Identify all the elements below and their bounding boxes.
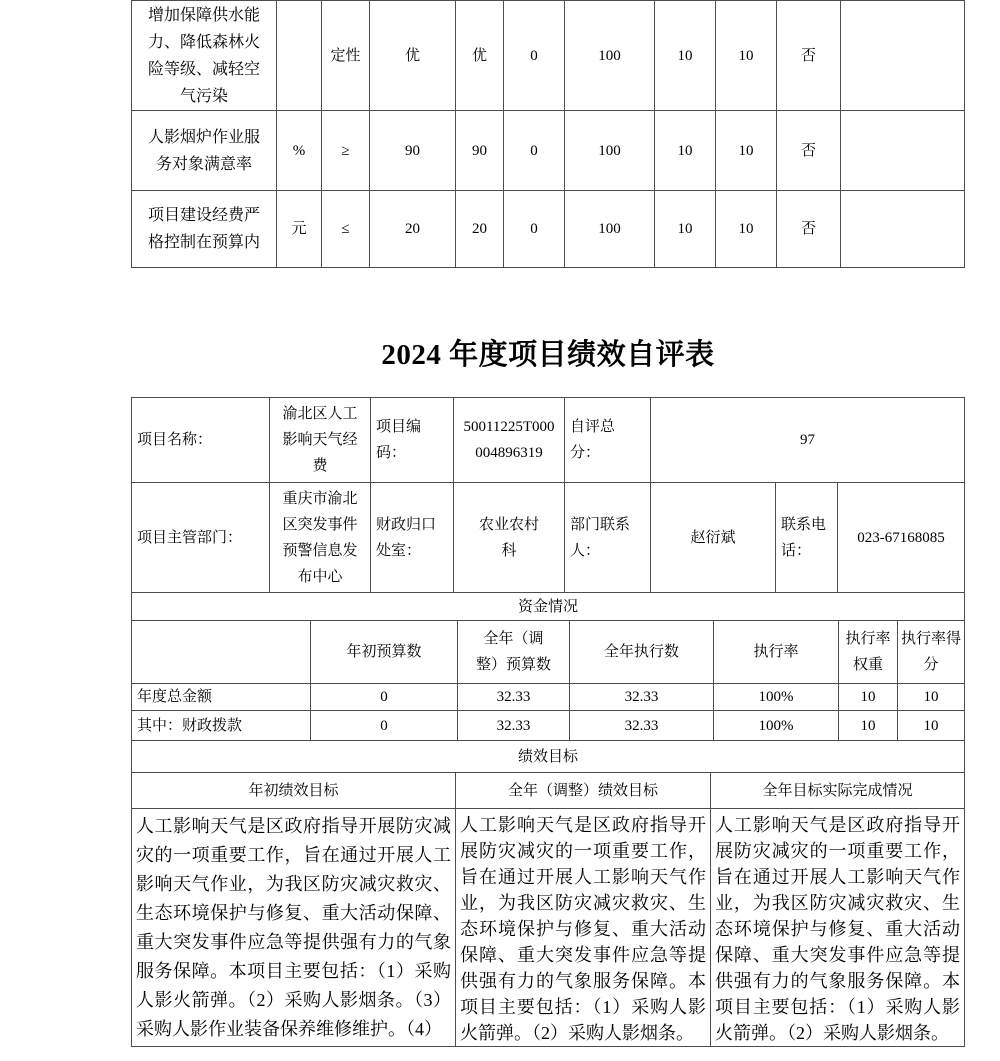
funds-total-row (132, 684, 965, 711)
funds-header-cell: 全年执行数 (570, 621, 714, 684)
self-evaluation-table (131, 397, 965, 1047)
indicator-operator-cell: ≥ (322, 111, 370, 191)
indicator-name-cell (132, 111, 277, 191)
indicator-remark-cell (841, 191, 965, 268)
funds-row-label: 年度总金额 (132, 684, 311, 711)
project-info-row (132, 398, 965, 483)
indicator-unit-cell: % (277, 111, 322, 191)
indicator-name-text: 项目建设经费严格控制在预算内 (148, 207, 261, 251)
funds-value-cell: 10 (898, 684, 965, 711)
indicator-unit-cell: 元 (277, 191, 322, 268)
indicator-deviation-cell: 0 (504, 1, 565, 111)
goal-text-actual: 人工影响天气是区政府指导开展防灾减灾的一项重要工作，旨在通过开展人工影响天气作业，为我区防灾减灾救灾、生态环境保护与修复、重大活动保障、重大突发事件应急等提供强有力的气象服务保障。本项目主要包括：（1）采购人影火箭弹。（2）采购人影烟条。 (711, 809, 965, 1047)
self-score-value-cell: 97 (651, 398, 965, 483)
indicator-rate-cell: 100 (565, 1, 655, 111)
contact-value-cell: 赵衍斌 (651, 483, 776, 593)
indicator-row (132, 191, 965, 268)
contact-label-text: 部门联系人： (570, 516, 631, 559)
dept-text: 重庆市渝北区突发事件预警信息发布中心 (282, 490, 358, 585)
indicator-actual-cell: 20 (456, 191, 504, 268)
funds-header-cell: 执行率得分 (898, 621, 965, 684)
funds-value-cell: 10 (898, 711, 965, 741)
funds-header-text: 全年（调整）预算数 (476, 631, 552, 673)
funds-value-cell: 32.33 (458, 711, 570, 741)
self-score-label-text: 自评总分： (570, 419, 616, 461)
funds-value-cell: 32.33 (570, 711, 714, 741)
phone-value-cell: 023-67168085 (838, 483, 965, 593)
indicator-weight-cell: 10 (655, 1, 716, 111)
funds-value-cell: 32.33 (570, 684, 714, 711)
funds-header-cell: 执行率 (714, 621, 839, 684)
indicator-weight-cell: 10 (655, 111, 716, 191)
department-info-row (132, 483, 965, 593)
finance-office-text: 农业农村科 (478, 516, 539, 559)
indicator-rate-cell: 100 (565, 191, 655, 268)
goals-text-row (132, 809, 965, 1047)
funds-value-cell: 100% (714, 684, 839, 711)
project-code-label-text: 项目编码： (376, 419, 422, 461)
indicator-score-cell: 10 (716, 191, 777, 268)
indicator-weight-cell: 10 (655, 191, 716, 268)
indicator-target-cell: 90 (370, 111, 456, 191)
funds-value-cell: 32.33 (458, 684, 570, 711)
indicator-deviation-cell: 0 (504, 111, 565, 191)
funds-header-cell (132, 621, 311, 684)
dept-value-cell (270, 483, 371, 593)
indicator-actual-cell: 优 (456, 1, 504, 111)
phone-label-text: 联系电话： (781, 516, 827, 559)
funds-header-cell (458, 621, 570, 684)
project-code-label-cell (371, 398, 454, 483)
finance-office-label-text: 财政归口处室： (376, 516, 437, 559)
indicator-score-cell: 10 (716, 1, 777, 111)
funds-section-title: 资金情况 (132, 593, 965, 621)
indicator-table (131, 0, 965, 268)
funds-fiscal-row (132, 711, 965, 741)
funds-header-row (132, 621, 965, 684)
funds-header-cell: 执行率权重 (839, 621, 898, 684)
funds-section-row (132, 593, 965, 621)
indicator-flag-cell: 否 (777, 191, 841, 268)
finance-office-value-cell (454, 483, 565, 593)
project-code-text: 50011225T000004896319 (463, 419, 555, 461)
page-title: 2024 年度项目绩效自评表 (381, 339, 715, 371)
indicator-row (132, 111, 965, 191)
indicator-operator-cell: 定性 (322, 1, 370, 111)
contact-label-cell (565, 483, 651, 593)
indicator-target-cell: 20 (370, 191, 456, 268)
phone-label-cell (776, 483, 838, 593)
indicator-unit-cell (277, 1, 322, 111)
indicator-flag-cell: 否 (777, 111, 841, 191)
indicator-operator-cell: ≤ (322, 191, 370, 268)
indicator-rate-cell: 100 (565, 111, 655, 191)
indicator-flag-cell: 否 (777, 1, 841, 111)
funds-value-cell: 0 (311, 711, 458, 741)
goal-text-adjusted: 人工影响天气是区政府指导开展防灾减灾的一项重要工作，旨在通过开展人工影响天气作业，为我区防灾减灾救灾、生态环境保护与修复、重大活动保障、重大突发事件应急等提供强有力的气象服务保障。本项目主要包括：（1）采购人影火箭弹。（2）采购人影烟条。 (456, 809, 711, 1047)
indicator-remark-cell (841, 111, 965, 191)
project-name-value-cell (270, 398, 371, 483)
indicator-target-cell: 优 (370, 1, 456, 111)
indicator-name-cell (132, 191, 277, 268)
goal-text-initial: 人工影响天气是区政府指导开展防灾减灾的一项重要工作，旨在通过开展人工影响天气作业，为我区防灾减灾救灾、生态环境保护与修复、重大活动保障、重大突发事件应急等提供强有力的气象服务保障。本项目主要包括：（1）采购人影火箭弹。（2）采购人影烟条。（3）采购人影作业装备保养维修维护。（4） (132, 809, 456, 1047)
indicator-name-text: 人影烟炉作业服务对象满意率 (148, 128, 261, 173)
goals-header-cell: 全年目标实际完成情况 (711, 773, 965, 809)
project-name-text: 渝北区人工影响天气经费 (282, 406, 358, 474)
indicator-name-cell (132, 1, 277, 111)
indicator-remark-cell (841, 1, 965, 111)
goals-section-row (132, 741, 965, 773)
dept-label-cell: 项目主管部门： (132, 483, 270, 593)
goals-header-row (132, 773, 965, 809)
self-score-label-cell (565, 398, 651, 483)
goals-header-cell: 全年（调整）绩效目标 (456, 773, 711, 809)
funds-value-cell: 10 (839, 684, 898, 711)
project-code-value-cell (454, 398, 565, 483)
indicator-name-text: 增加保障供水能力、降低森林火险等级、减轻空气污染 (148, 6, 261, 105)
project-name-label-cell: 项目名称： (132, 398, 270, 483)
funds-header-cell: 年初预算数 (311, 621, 458, 684)
finance-office-label-cell (371, 483, 454, 593)
funds-value-cell: 0 (311, 684, 458, 711)
indicator-score-cell: 10 (716, 111, 777, 191)
funds-value-cell: 10 (839, 711, 898, 741)
indicator-deviation-cell: 0 (504, 191, 565, 268)
indicator-row (132, 1, 965, 111)
goals-section-title: 绩效目标 (132, 741, 965, 773)
funds-row-label: 其中：财政拨款 (132, 711, 311, 741)
goals-header-cell: 年初绩效目标 (132, 773, 456, 809)
indicator-actual-cell: 90 (456, 111, 504, 191)
funds-value-cell: 100% (714, 711, 839, 741)
